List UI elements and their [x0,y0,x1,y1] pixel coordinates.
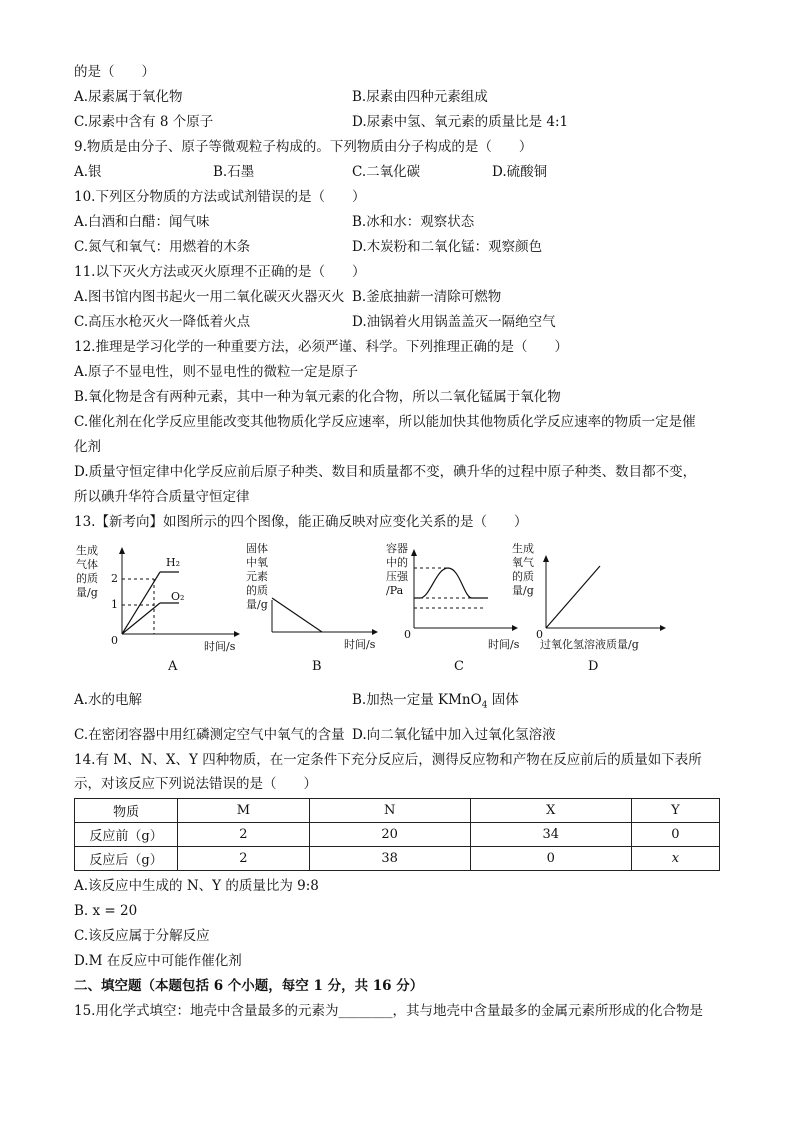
q8-option-b: B.尿素由四种元素组成 [352,89,488,105]
q11-option-d: D.油锅着火用锅盖盖灭一隔绝空气 [352,314,556,330]
graph-c-caption: C [454,659,464,674]
table-cell: 2 [178,823,309,847]
q9-option-b: B.石墨 [213,164,255,180]
graph-c-tick-0: 0 [404,628,411,641]
table-cell: 反应后（g） [75,847,178,871]
graph-d-caption: D [588,659,599,674]
svg-text:的质: 的质 [246,584,268,597]
q12-option-d-line2: 所以碘升华符合质量守恒定律 [74,489,250,505]
svg-text:元素: 元素 [246,570,268,583]
svg-text:/Pa: /Pa [386,584,404,597]
q14-mass-table [74,798,720,871]
table-header: Y [631,799,719,823]
q12-option-d-line1: D.质量守恒定律中化学反应前后原子种类、数目和质量都不变，碘升华的过程中原子种类、数目都不变， [74,464,697,480]
q9-option-a: A.银 [74,164,102,180]
svg-text:氧气: 氧气 [512,556,534,569]
graph-c [384,540,524,677]
table-row [75,847,720,871]
table-cell: 0 [631,823,719,847]
graph-d-ylabel [512,541,534,597]
table-cell: 20 [309,823,470,847]
svg-text:中氧: 中氧 [246,556,268,569]
graph-d-tick-0: 0 [536,628,543,641]
graph-c-curve [414,568,488,598]
graph-b-ylabel [246,541,268,611]
table-header: 物质 [75,799,178,823]
graph-d-xlabel: 过氧化氢溶液质量/g [540,638,639,651]
graph-d-line [546,566,600,628]
q11-option-c: C.高压水枪灭火一降低着火点 [74,314,251,330]
q8-option-d: D.尿素中氢、氧元素的质量比是 4:1 [352,114,569,130]
svg-text:中的: 中的 [386,556,408,569]
table-cell: x [631,847,719,871]
graph-c-ylabel [386,541,409,597]
q12-stem: 12.推理是学习化学的一种重要方法，必须严谨、科学。下列推理正确的是（ ） [74,339,568,355]
table-cell: 反应前（g） [75,823,178,847]
svg-text:容器: 容器 [386,542,408,555]
svg-text:压强: 压强 [386,570,408,583]
q9-option-d: D.硫酸铜 [492,164,548,180]
q9-stem: 9.物质是由分子、原子等微观粒子构成的。下列物质由分子构成的是（ ） [74,139,533,155]
q9-option-c: C.二氧化碳 [352,164,421,180]
q13-option-a: A.水的电解 [74,692,143,708]
table-cell: 0 [470,847,631,871]
q10-option-a: A.白酒和白醋：闻气味 [74,214,210,230]
q12-option-c-line2: 化剂 [74,439,101,455]
q14-option-c: C.该反应属于分解反应 [74,928,210,944]
graph-a-tick-2: 2 [111,572,118,585]
q11-stem: 11.以下灭火方法或灭火原理不正确的是（ ） [74,264,366,280]
q10-option-b: B.冰和水：观察状态 [352,214,475,230]
q14-stem-line2: 示，对该反应下列说法错误的是（ ） [74,776,317,792]
svg-text:生成: 生成 [512,542,534,555]
graph-a-tick-0: 0 [111,634,118,647]
q12-option-b: B.氧化物是含有两种元素，其中一种为氧元素的化合物，所以二氧化锰属于氧化物 [74,389,561,405]
graph-a-ylabel [76,543,98,599]
table-cell: 2 [178,847,309,871]
q12-option-c-line1: C.催化剂在化学反应里能改变其他物质化学反应速率，所以能加快其他物质化学反应速率的物质一定是催 [74,414,696,430]
svg-text:生成: 生成 [76,544,98,557]
q11-option-b: B.釜底抽薪一清除可燃物 [352,289,502,305]
svg-text:量/g: 量/g [76,586,98,599]
q14-option-a: A.该反应中生成的 N、Y 的质量比为 9:8 [74,878,319,894]
q10-option-c: C.氮气和氧气：用燃着的木条 [74,239,251,255]
graph-a-caption: A [168,659,178,674]
q8-option-c: C.尿素中含有 8 个原子 [74,114,214,130]
q13-option-b: B.加热一定量 KMnO$_4$ 固体 [352,692,519,711]
q14-option-d: D.M 在反应中可能作催化剂 [74,953,242,969]
table-header-row [75,799,720,823]
q14-option-b: B. x = 20 [74,903,138,919]
graph-c-xlabel: 时间/s [488,638,520,651]
graph-a-o2-label: O₂ [171,590,185,603]
graph-a-xlabel: 时间/s [204,640,236,653]
table-cell: 34 [470,823,631,847]
svg-text:量/g: 量/g [512,584,534,597]
q12-option-a: A.原子不显电性，则不显电性的微粒一定是原子 [74,364,359,380]
q8-stem-continuation: 的是（ ） [74,64,155,80]
q11-option-a: A.图书馆内图书起火一用二氧化碳灭火器灭火 [74,289,345,305]
graph-d [510,540,680,677]
q14-stem-line1: 14.有 M、N、X、Y 四种物质，在一定条件下充分反应后，测得反应物和产物在反应前后的质量如下表所 [74,752,702,768]
graph-b [244,540,384,677]
graph-a-h2-label: H₂ [166,556,181,569]
section-title: 二、填空题（本题包括 6 个小题，每空 1 分，共 16 分） [74,978,424,994]
graph-b-caption: B [312,659,322,674]
table-header: N [309,799,470,823]
table-header: M [178,799,309,823]
q13-option-d: D.向二氧化锰中加入过氧化氢溶液 [352,727,556,743]
graph-a [74,542,244,677]
q13-stem: 13.【新考向】如图所示的四个图像，能正确反映对应变化关系的是（ ） [74,514,528,530]
q13-option-c: C.在密闭容器中用红磷测定空气中氧气的含量 [74,727,345,743]
graph-b-xlabel: 时间/s [344,638,376,651]
q8-option-a: A.尿素属于氧化物 [74,89,183,105]
table-row [75,823,720,847]
svg-text:的质: 的质 [512,570,534,583]
q10-stem: 10.下列区分物质的方法或试剂错误的是（ ） [74,189,366,205]
table-header: X [470,799,631,823]
svg-text:固体: 固体 [246,542,268,555]
graph-b-line [272,598,322,632]
table-cell: 38 [309,847,470,871]
q15-stem: 15.用化学式填空：地壳中含量最多的元素为________，其与地壳中含量最多的金属元素所形成的化合物是 [74,1003,703,1019]
svg-text:气体: 气体 [76,558,98,571]
q10-option-d: D.木炭粉和二氧化锰：观察颜色 [352,239,543,255]
graph-a-tick-1: 1 [111,598,118,611]
svg-text:量/g: 量/g [246,598,268,611]
svg-text:的质: 的质 [76,572,98,585]
